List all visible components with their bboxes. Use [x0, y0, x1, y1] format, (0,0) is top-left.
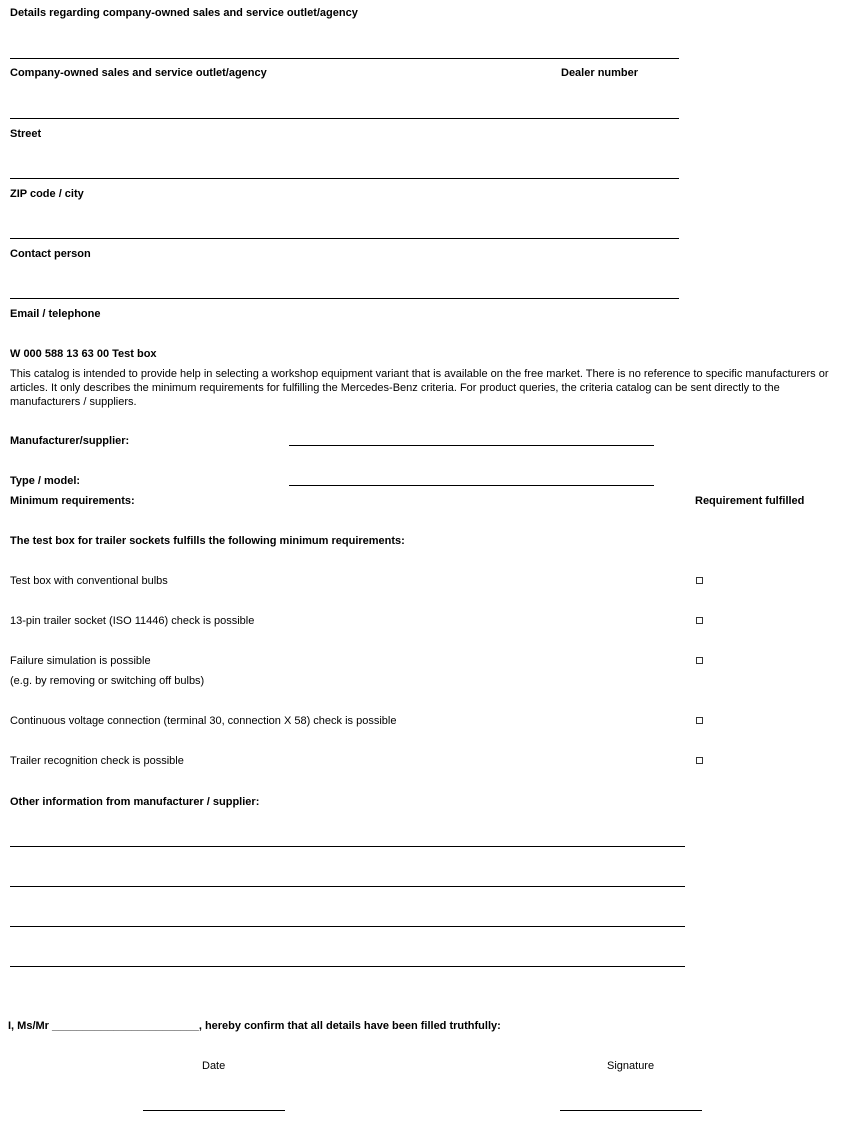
- requirement-item-5: Trailer recognition check is possible: [10, 755, 184, 767]
- page-title: Details regarding company-owned sales and service outlet/agency: [10, 7, 358, 19]
- manufacturer-label: Manufacturer/supplier:: [10, 435, 130, 447]
- other-info-line-3[interactable]: [10, 926, 685, 927]
- contact-label: Contact person: [10, 248, 91, 260]
- other-info-line-1[interactable]: [10, 846, 685, 847]
- requirement-fulfilled-label: Requirement fulfilled: [695, 495, 805, 507]
- signature-label: Signature: [607, 1060, 655, 1072]
- requirement-item-2: 13-pin trailer socket (ISO 11446) check is possible: [10, 615, 255, 627]
- street-input-line[interactable]: [10, 118, 679, 119]
- zip-input-line[interactable]: [10, 178, 679, 179]
- requirement-checkbox-5[interactable]: [696, 757, 703, 764]
- zip-label: ZIP code / city: [10, 188, 84, 200]
- product-description: This catalog is intended to provide help in selecting a workshop equipment variant that is available on the free market. There is no reference to specific manufacturers or articles. It only describes the minimum requirements for fulfilling the Mercedes-Benz criteria. For product queries, the criteria catalog can be sent directly to the manufacturers / suppliers.: [10, 368, 829, 408]
- date-label: Date: [202, 1060, 226, 1072]
- type-model-label: Type / model:: [10, 475, 81, 487]
- outlet-label: Company-owned sales and service outlet/agency: [10, 67, 267, 79]
- signature-input-line[interactable]: [560, 1110, 702, 1111]
- requirements-intro: The test box for trailer sockets fulfills the following minimum requirements:: [10, 535, 405, 547]
- min-requirements-label: Minimum requirements:: [10, 495, 135, 507]
- requirement-checkbox-2[interactable]: [696, 617, 703, 624]
- other-info-label: Other information from manufacturer / supplier:: [10, 796, 260, 808]
- date-input-line[interactable]: [143, 1110, 285, 1111]
- dealer-number-label: Dealer number: [561, 67, 639, 79]
- other-info-line-2[interactable]: [10, 886, 685, 887]
- contact-input-line[interactable]: [10, 238, 679, 239]
- requirement-item-1: Test box with conventional bulbs: [10, 575, 168, 587]
- requirement-checkbox-4[interactable]: [696, 717, 703, 724]
- requirement-checkbox-3[interactable]: [696, 657, 703, 664]
- requirement-checkbox-1[interactable]: [696, 577, 703, 584]
- confirmation-statement: I, Ms/Mr ________________________, hereby confirm that all details have been filled truthfully:: [8, 1020, 501, 1032]
- other-info-line-4[interactable]: [10, 966, 685, 967]
- email-input-line[interactable]: [10, 298, 679, 299]
- outlet-input-line[interactable]: [10, 58, 679, 59]
- requirement-item-4: Continuous voltage connection (terminal 30, connection X 58) check is possible: [10, 715, 397, 727]
- manufacturer-input-line[interactable]: [289, 445, 654, 446]
- email-label: Email / telephone: [10, 308, 101, 320]
- requirement-item-3: Failure simulation is possible: [10, 655, 151, 667]
- product-title: W 000 588 13 63 00 Test box: [10, 348, 157, 360]
- type-model-input-line[interactable]: [289, 485, 654, 486]
- street-label: Street: [10, 128, 42, 140]
- requirement-item-3-note: (e.g. by removing or switching off bulbs): [10, 675, 205, 687]
